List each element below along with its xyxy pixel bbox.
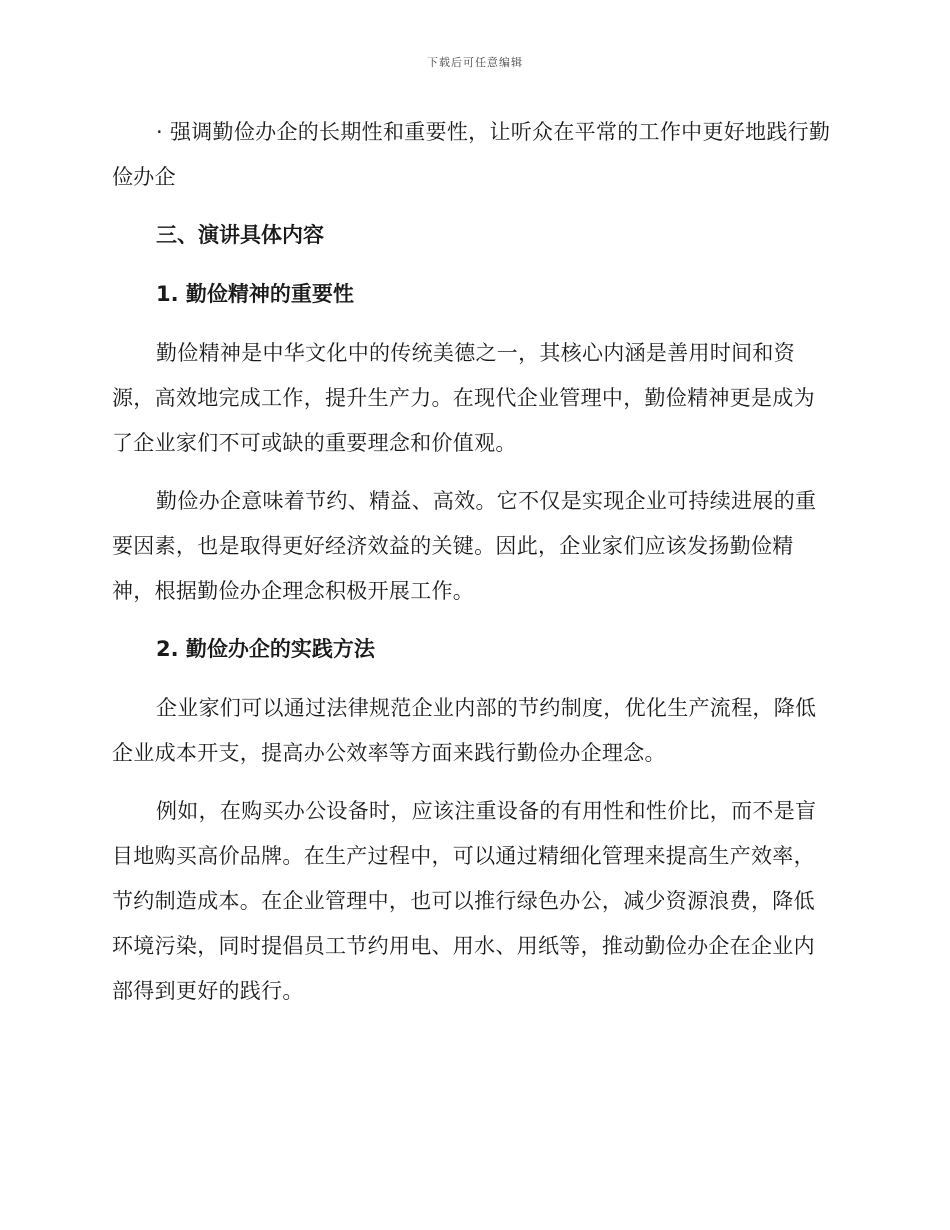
page-header: 下载后可任意编辑 [427,56,523,69]
paragraph: 企业家们可以通过法律规范企业内部的节约制度，优化生产流程，降低企业成本开支，提高办公效率等方面来践行勤俭办企理念。 [112,696,817,765]
subsection-heading-2: 2. 勤俭办企的实践方法 [156,637,375,661]
paragraph: 例如，在购买办公设备时，应该注重设备的有用性和性价比，而不是盲目地购买高价品牌。在生产过程中，可以通过精细化管理来提高生产效率，节约制造成本。在企业管理中，也可以推行绿色办公，减少资源浪费，降低环境污染，同时提倡员工节约用电、用水、用纸等，推动勤俭办企在企业内部得到更好的践行。 [112,799,817,1003]
subsection-heading-1: 1. 勤俭精神的重要性 [156,282,354,306]
paragraph: 勤俭精神是中华文化中的传统美德之一，其核心内涵是善用时间和资源，高效地完成工作，提升生产力。在现代企业管理中，勤俭精神更是成为了企业家们不可或缺的重要理念和价值观。 [112,341,815,455]
section-heading: 三、演讲具体内容 [156,223,324,247]
bullet-paragraph: · 强调勤俭办企的长期性和重要性，让听众在平常的工作中更好地践行勤俭办企 [112,120,831,189]
paragraph: 勤俭办企意味着节约、精益、高效。它不仅是实现企业可持续进展的重要因素，也是取得更好经济效益的关键。因此，企业家们应该发扬勤俭精神，根据勤俭办企理念积极开展工作。 [112,489,817,603]
document-body [112,110,834,1027]
